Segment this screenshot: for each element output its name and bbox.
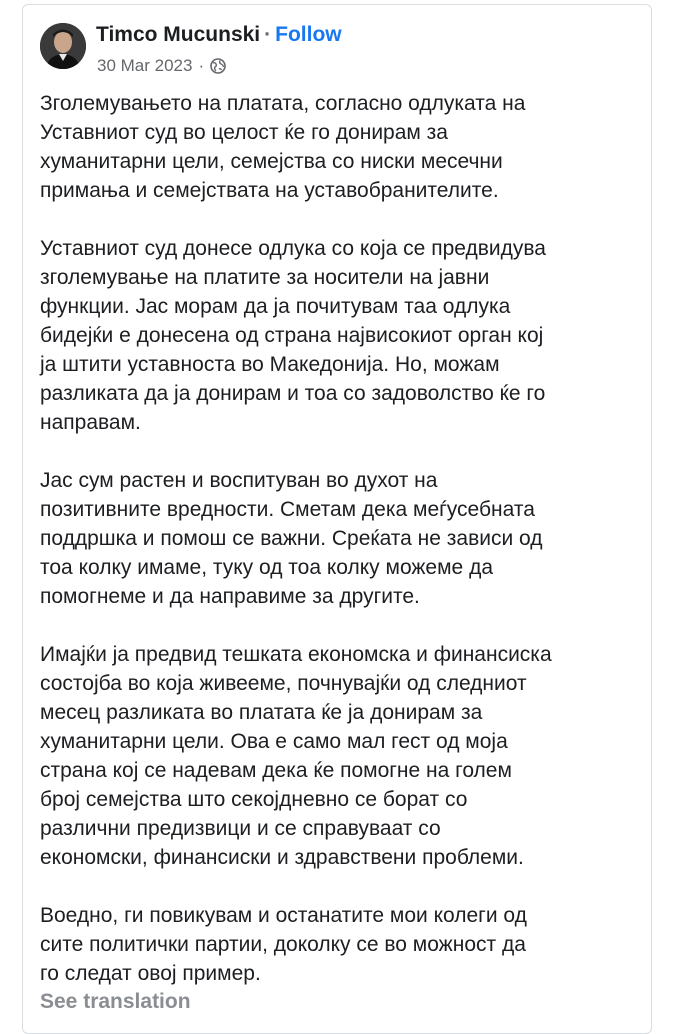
post-paragraph: Имајќи ја предвид тешката економска и финансиска состојба во која живееме, почнувајќи од следниот месец разликата во платата ќе ја донирам за хуманитарни цели. Ова е само мал гест од моја страна кој се надевам дека ќе помогне на голем број семејства што секојдневно се борат со различни предизвици и се справуваат со економски, финансиски и здравствени проблеми. xyxy=(40,643,552,869)
post-card xyxy=(22,4,652,1034)
post-body xyxy=(40,89,640,1017)
meta-separator: · xyxy=(198,56,205,75)
follow-button[interactable]: Follow xyxy=(275,23,342,46)
globe-icon xyxy=(210,58,226,74)
post-paragraph: Уставниот суд донесе одлука со која се предвидува зголемување на платите за носители на јавни функции. Јас морам да ја почитувам таа одлука бидејќи е донесена од страна највисокиот орган кој ја штити уставноста во Македонија. Но, можам разликата да ја донирам и тоа со задоволство ќе го направам. xyxy=(40,237,546,434)
author-name[interactable]: Timco Mucunski xyxy=(96,23,261,46)
post-paragraph: Јас сум растен и воспитуван во духот на позитивните вредности. Сметам дека меѓусебната поддршка и помош се важни. Среќата не зависи од тоа колку имаме, туку од тоа колку можеме да помогнеме и да направиме за другите. xyxy=(40,469,543,608)
post-paragraph: Зголемувањето на платата, согласно одлуката на Уставниот суд во целост ќе го донирам за хуманитарни цели, семејства со ниски месечни примања и семејствата на уставобранителите. xyxy=(40,92,526,202)
post-header xyxy=(96,22,342,48)
post-date[interactable]: 30 Mar 2023 xyxy=(97,56,193,75)
avatar-photo-icon xyxy=(40,23,86,69)
post-paragraph: Воедно, ги повикувам и останатите мои колеги од сите политички партии, доколку се во можност да го следат овој пример. xyxy=(40,904,527,985)
see-translation-link[interactable]: See translation xyxy=(40,990,191,1013)
post-meta xyxy=(97,55,226,77)
header-separator: · xyxy=(264,23,272,46)
avatar[interactable] xyxy=(40,23,86,69)
